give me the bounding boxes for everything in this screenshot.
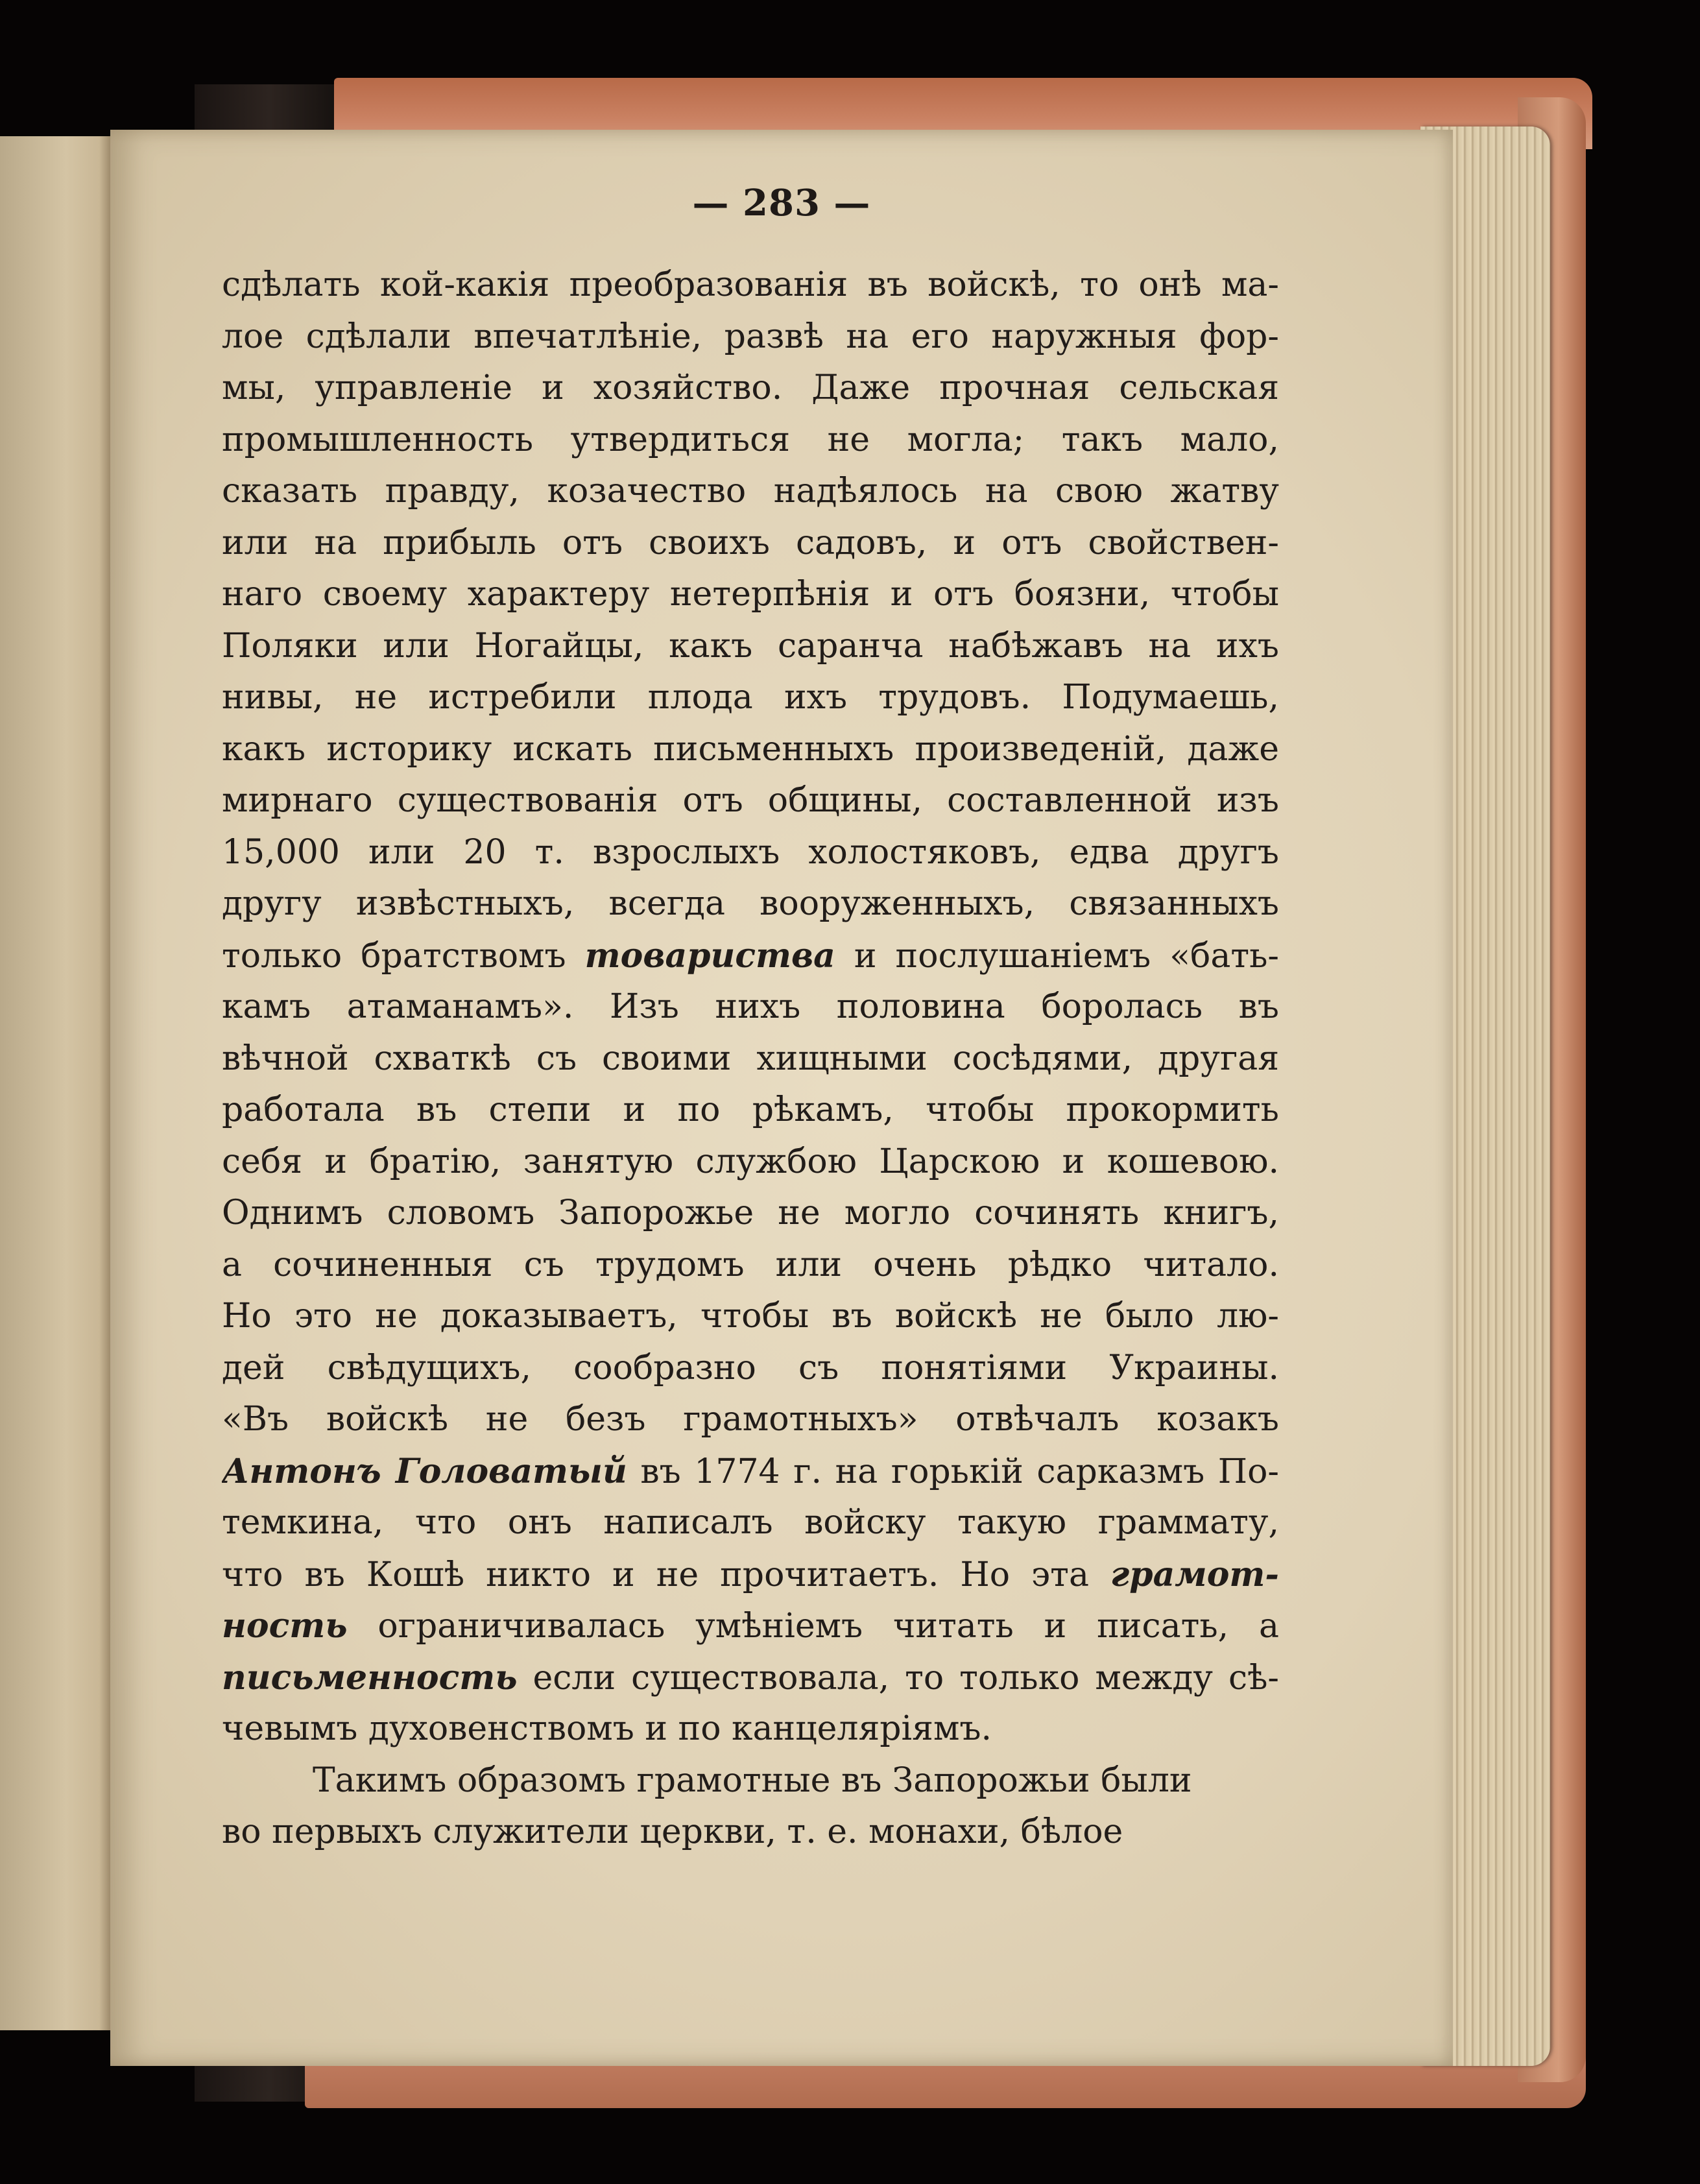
page-text (222, 259, 1279, 1858)
text-run: чевымъ духовенствомъ и по канцеляріямъ. (222, 1709, 992, 1748)
italic-term: товариства (584, 935, 835, 976)
text-run: 15,000 или 20 т. взрослыхъ холостяковъ, едва другъ (222, 832, 1279, 872)
text-run: мирнаго существованія отъ общины, составленной изъ (222, 781, 1279, 820)
text-run: сдѣлать кой-какія преобразованія въ войскѣ, то онѣ ма- (222, 265, 1279, 304)
text-run: себя и братію, занятую службою Царскою и кошевою. (222, 1142, 1279, 1181)
italic-term: письменность (222, 1657, 518, 1698)
text-run: какъ историку искать письменныхъ произведеній, даже (222, 729, 1279, 769)
text-line (222, 981, 1279, 1033)
text-line (222, 363, 1279, 414)
text-line (222, 1085, 1279, 1136)
text-line (222, 1497, 1279, 1549)
text-line (222, 672, 1279, 724)
text-run: во первыхъ служители церкви, т. е. монахи, бѣлое (222, 1812, 1123, 1851)
text-line (222, 827, 1279, 879)
text-line (222, 878, 1279, 930)
text-run: или на прибыль отъ своихъ садовъ, и отъ свойствен- (222, 523, 1279, 562)
text-run: нивы, не истребили плода ихъ трудовъ. Подумаешь, (222, 678, 1279, 717)
text-line (222, 311, 1279, 363)
text-run: ограничивалась умѣніемъ читать и писать, а (347, 1607, 1279, 1646)
text-line (222, 569, 1279, 621)
text-run: дей свѣдущихъ, сообразно съ понятіями Украины. (222, 1348, 1279, 1387)
text-run: промышленность утвердиться не могла; такъ мало, (222, 420, 1279, 459)
text-run: темкина, что онъ написалъ войску такую граммату, (222, 1503, 1279, 1542)
text-line (222, 1755, 1279, 1807)
italic-term: грамот- (1110, 1554, 1279, 1594)
text-line (222, 1394, 1279, 1446)
text-run: сказать правду, козачество надѣялось на свою жатву (222, 472, 1279, 510)
text-line (222, 724, 1279, 776)
text-line (222, 1549, 1279, 1601)
text-line (222, 1446, 1279, 1498)
text-line (222, 1291, 1279, 1343)
text-run: лое сдѣлали впечатлѣніе, развѣ на его наружныя фор- (222, 317, 1279, 356)
text-line (222, 1343, 1279, 1395)
text-line (222, 466, 1279, 518)
text-line (222, 1652, 1279, 1704)
text-line (222, 1136, 1279, 1188)
text-run: вѣчной схваткѣ съ своими хищными сосѣдями, другая (222, 1038, 1279, 1078)
text-line (222, 1240, 1279, 1291)
text-run: а сочиненныя съ трудомъ или очень рѣдко читало. (222, 1245, 1279, 1284)
italic-term: Антонъ Головатый (222, 1451, 627, 1491)
text-line (222, 1600, 1279, 1652)
text-run: другу извѣстныхъ, всегда вооруженныхъ, связанныхъ (222, 884, 1279, 923)
text-line (222, 259, 1279, 311)
text-run: что въ Кошѣ никто и не прочитаетъ. Но эта (222, 1555, 1110, 1594)
text-run: Однимъ словомъ Запорожье не могло сочинять книгъ, (222, 1194, 1279, 1232)
text-run: Такимъ образомъ грамотные въ Запорожьи были (313, 1760, 1192, 1800)
text-line (222, 775, 1279, 827)
text-line (222, 930, 1279, 982)
text-line (222, 414, 1279, 466)
text-line (222, 621, 1279, 673)
text-run: мы, управленіе и хозяйство. Даже прочная сельская (222, 368, 1279, 407)
text-run: если существовала, то только между сѣ- (517, 1658, 1279, 1698)
text-run: и послушаніемъ «бать- (835, 936, 1279, 976)
text-run: въ 1774 г. на горькій сарказмъ По- (627, 1452, 1279, 1491)
italic-term: ность (222, 1606, 348, 1646)
facing-page-edge (0, 136, 110, 2030)
text-run: работала въ степи и по рѣкамъ, чтобы прокормить (222, 1090, 1279, 1129)
text-run: наго своему характеру нетерпѣнія и отъ боязни, чтобы (222, 575, 1279, 614)
text-run: Поляки или Ногайцы, какъ саранча набѣжавъ на ихъ (222, 626, 1279, 666)
text-line (222, 518, 1279, 570)
text-line (222, 1188, 1279, 1240)
page-number: — 283 — (692, 182, 871, 224)
book-page (110, 130, 1453, 2066)
text-line (222, 1033, 1279, 1085)
text-run: Но это не доказываетъ, чтобы въ войскѣ не было лю- (222, 1297, 1279, 1336)
text-line (222, 1703, 1279, 1755)
text-run: только братствомъ (222, 936, 585, 976)
text-run: «Въ войскѣ не безъ грамотныхъ» отвѣчалъ козакъ (222, 1400, 1279, 1439)
text-line (222, 1806, 1279, 1858)
text-run: камъ атаманамъ». Изъ нихъ половина боролась въ (222, 987, 1279, 1026)
